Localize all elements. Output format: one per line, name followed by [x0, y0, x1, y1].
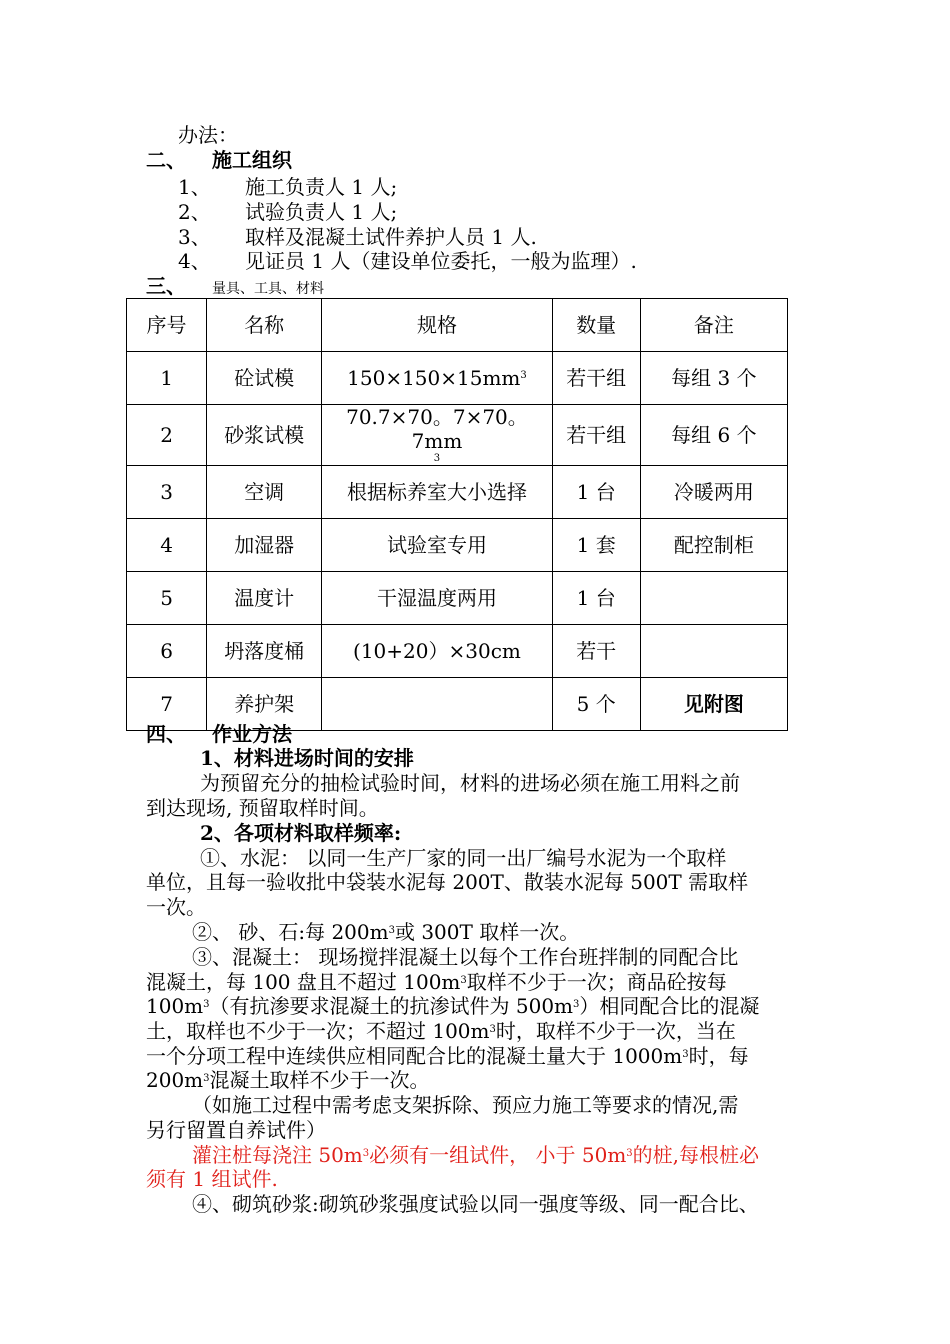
paragraph-line: $200m^3$混凝土取样不少于一次。 [146, 1068, 430, 1092]
list-item-number: 3、 [178, 225, 211, 249]
paragraph-line: 混凝土，每 100 盘且不超过 $100m^3$取样不少于一次；商品砼按每 [146, 970, 727, 994]
cell-note [640, 572, 787, 625]
cell-name: 温度计 [207, 572, 322, 625]
header-cell: 规格 [322, 299, 552, 352]
method-label: 办法： [178, 123, 238, 147]
cell-name: 砼试模 [207, 352, 322, 405]
cell-qty: 若干组 [552, 405, 640, 466]
paragraph-line: 到达现场, 预留取样时间。 [146, 796, 379, 820]
section-3-heading [146, 274, 324, 299]
highlight-line: 灌注桩每浇注 $50m^3$必须有一组试件， 小于 $50m^3$的桩,每根桩必 [192, 1143, 760, 1167]
paragraph-line: ④、砌筑砂浆:砌筑砂浆强度试验以同一强度等级、同一配合比、 [192, 1192, 759, 1216]
list-item-number: 4、 [178, 249, 211, 273]
subsection-title: 2、各项材料取样频率: [200, 821, 402, 845]
cell-name: 砂浆试模 [207, 405, 322, 466]
list-item [178, 225, 537, 250]
paragraph-line: ②、 砂、石:每 $200m^3$或 300T 取样一次。 [192, 920, 580, 944]
cell-name: 加湿器 [207, 519, 322, 572]
list-item-number: 1、 [178, 175, 211, 199]
subsection-title: 1、材料进场时间的安排 [200, 746, 414, 770]
cell-spec: 干湿温度两用 [322, 572, 552, 625]
list-item-text: 施工负责人 1 人; [245, 175, 398, 199]
section-title: 量具、工具、材料 [212, 281, 324, 297]
cell-qty: 若干组 [552, 352, 640, 405]
section-4-heading [146, 722, 292, 747]
paragraph-line: ③、混凝土： 现场搅拌混凝土以每个工作台班拌制的同配合比 [192, 945, 739, 969]
paragraph-line: 单位，且每一验收批中袋装水泥每 200T、散装水泥每 500T 需取样 [146, 870, 749, 894]
cell-name: 养护架 [207, 678, 322, 731]
list-item-text: 试验负责人 1 人; [245, 200, 398, 224]
list-item [178, 200, 398, 225]
paragraph-line: 土，取样也不少于一次；不超过 $100m^3$时，取样不少于一次，当在 [146, 1019, 736, 1043]
list-item [178, 249, 637, 274]
cell-note: 配控制柜 [640, 519, 787, 572]
table-row [127, 466, 788, 519]
paragraph-line: 一次。 [146, 895, 206, 919]
cell-no: 3 [127, 466, 207, 519]
header-cell: 序号 [127, 299, 207, 352]
paragraph-line: （如施工过程中需考虑支架拆除、预应力施工等要求的情况,需 [192, 1093, 739, 1117]
paragraph-line: $100m^3$（有抗渗要求混凝土的抗渗试件为 $500m^3$）相同配合比的混凝 [146, 994, 760, 1018]
table-row [127, 572, 788, 625]
cell-spec [322, 678, 552, 731]
list-item [178, 175, 398, 200]
table-row [127, 519, 788, 572]
cell-spec: $150\times 150\times 15mm^3$ [322, 352, 552, 405]
cell-note: 每组 6 个 [640, 405, 787, 466]
highlight-line: 须有 1 组试件. [146, 1167, 278, 1191]
equipment-table [126, 298, 788, 731]
cell-qty: 1 台 [552, 466, 640, 519]
cell-no: 6 [127, 625, 207, 678]
cell-no: 4 [127, 519, 207, 572]
cell-name: 坍落度桶 [207, 625, 322, 678]
paragraph-line: 一个分项工程中连续供应相同配合比的混凝土量大于 $1000m^3$时，每 [146, 1044, 749, 1068]
header-cell: 数量 [552, 299, 640, 352]
paragraph-line: ①、水泥： 以同一生产厂家的同一出厂编号水泥为一个取样 [200, 846, 727, 870]
list-item-text: 见证员 1 人（建设单位委托，一般为监理）. [245, 249, 637, 273]
cell-qty: 若干 [552, 625, 640, 678]
paragraph-line: 另行留置自养试件） [146, 1118, 326, 1142]
list-item-text: 取样及混凝土试件养护人员 1 人. [245, 225, 537, 249]
table-row [127, 352, 788, 405]
cell-qty: 5 个 [552, 678, 640, 731]
list-item-number: 2、 [178, 200, 211, 224]
cell-no: 1 [127, 352, 207, 405]
cell-spec: 70.7×70。7×70。7mm 3 [322, 405, 552, 466]
cell-note [640, 625, 787, 678]
cell-spec: 试验室专用 [322, 519, 552, 572]
section-2-heading [146, 148, 292, 173]
paragraph-line: 为预留充分的抽检试验时间，材料的进场必须在施工用料之前 [200, 771, 740, 795]
cell-note: 见附图 [640, 678, 787, 731]
header-cell: 备注 [640, 299, 787, 352]
cell-qty: 1 套 [552, 519, 640, 572]
cell-no: 2 [127, 405, 207, 466]
cell-spec: (10+20）×30cm [322, 625, 552, 678]
header-cell: 名称 [207, 299, 322, 352]
table-row [127, 405, 788, 466]
section-title: 作业方法 [212, 722, 292, 746]
cell-qty: 1 台 [552, 572, 640, 625]
section-title: 施工组织 [212, 148, 292, 172]
cell-no: 5 [127, 572, 207, 625]
table-row [127, 625, 788, 678]
section-number: 三、 [146, 274, 186, 298]
cell-note: 冷暖两用 [640, 466, 787, 519]
section-number: 四、 [146, 722, 186, 746]
cell-no: 7 [127, 678, 207, 731]
cell-name: 空调 [207, 466, 322, 519]
table-header-row [127, 299, 788, 352]
section-number: 二、 [146, 148, 186, 172]
cell-spec: 根据标养室大小选择 [322, 466, 552, 519]
cell-note: 每组 3 个 [640, 352, 787, 405]
